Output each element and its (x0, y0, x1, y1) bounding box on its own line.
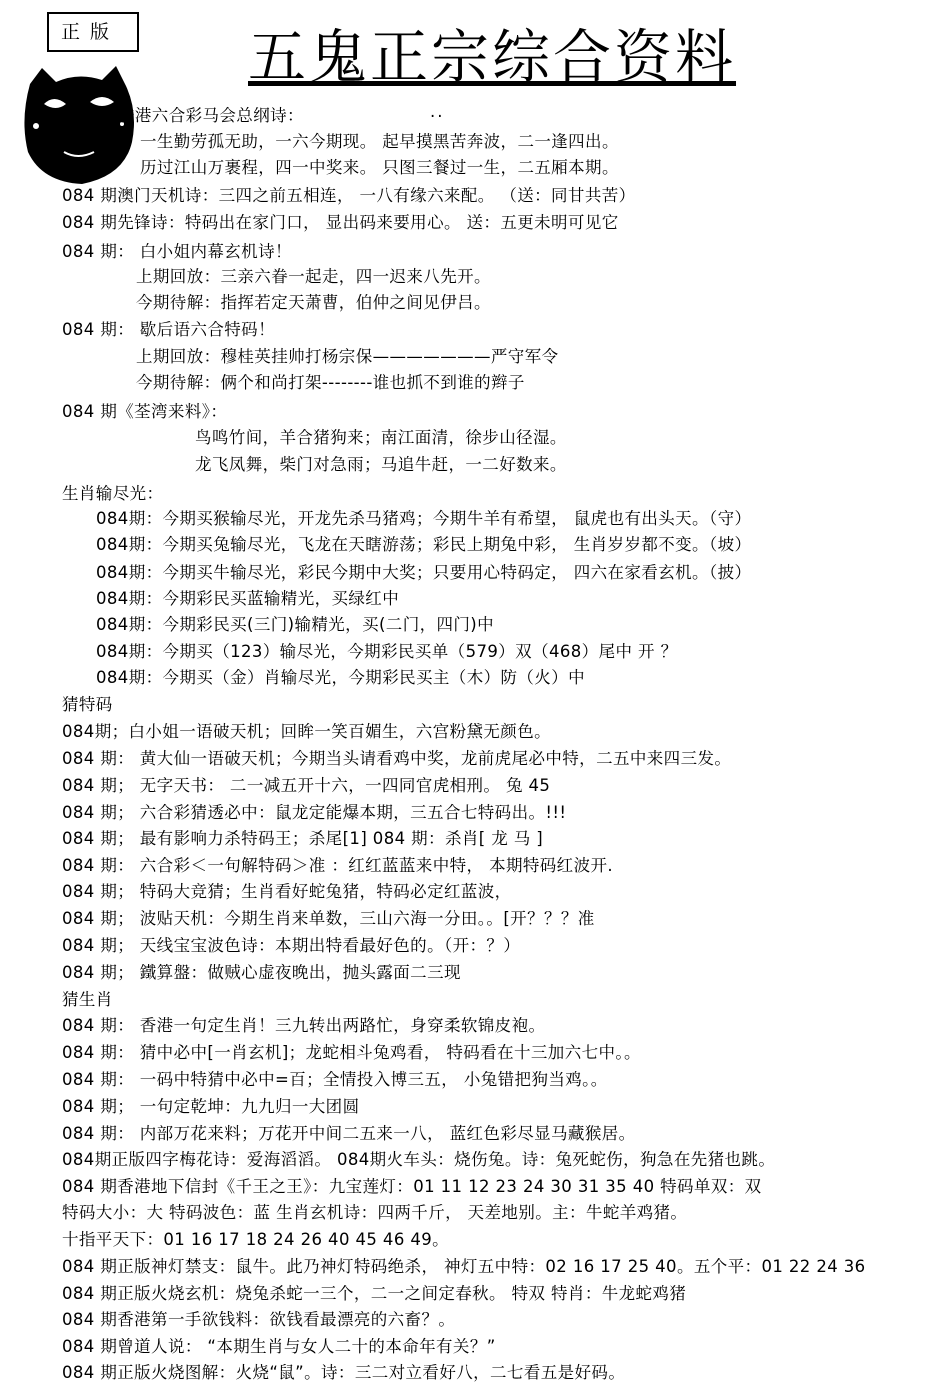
text-line: 鸟鸣竹间，羊合猪狗来；南江面清，徐步山径湿。 (195, 428, 567, 447)
poem-line: 一生勤劳孤无助，一六今期现。 起早摸黑苦奔波，二一逢四出。 (140, 132, 619, 151)
text-line: 084 期正版火烧图解：火烧“鼠”。诗：三二对立看好八，二七看五是好码。 (62, 1363, 626, 1382)
text-line: 上期回放：三亲六眷一起走，四一迟来八先开。 (136, 267, 491, 286)
text-line: 084期：今期买（123）输尽光，今期彩民买单（579）双（468）尾中 开 ？ (96, 642, 678, 661)
text-line: 084 期： 歇后语六合特码！ (62, 320, 275, 339)
edition-badge: 正 版 (47, 12, 139, 52)
text-line: 084 期； 特码大竞猜；生肖看好蛇兔猪，特码必定红蓝波， (62, 882, 512, 901)
poem-heading: 香港六合彩马会总纲诗： (118, 106, 304, 125)
text-line: 084期：今期彩民买(三门)输精光，买(二门，四门)中 (96, 615, 495, 634)
text-line: 084 期香港地下信封《千王之王》：九宝莲灯：01 11 12 23 24 30 31 35 40 特码单双：双 (62, 1177, 762, 1196)
text-line: 084期：今期买牛输尽光，彩民今期中大奖；只要用心特码定， 四六在家看玄机。（披） (96, 563, 752, 582)
poem-line: 历过江山万裹程，四一中奖来。 只图三餐过一生，二五厢本期。 (140, 158, 619, 177)
text-line: 084期：今期买（金）肖输尽光，今期彩民买主（木）防（火）中 (96, 668, 585, 687)
text-line: 084 期： 黄大仙一语破天机；今期当头请看鸡中奖，龙前虎尾必中特，二五中来四三发。 (62, 749, 732, 768)
text-line: 084期：今期买兔输尽光，飞龙在天瞎游荡；彩民上期兔中彩， 生肖岁岁都不变。（坡） (96, 535, 752, 554)
section-heading: 猜特码 (62, 695, 113, 714)
text-line: 特码大小：大 特码波色：蓝 生肖玄机诗：四两千斤， 天差地别。主：牛蛇羊鸡猪。 (62, 1203, 688, 1222)
text-line: 084期：今期彩民买蓝输精光，买绿红中 (96, 589, 400, 608)
text-line: 084 期： 内部万花来料；万花开中间二五来一八， 蓝红色彩尽显马藏猴居。 (62, 1124, 636, 1143)
text-line: 084 期： 猜中必中[一肖玄机]；龙蛇相斗兔鸡看， 特码看在十三加六七中。。 (62, 1043, 641, 1062)
text-line: 084 期正版火烧玄机：烧兔杀蛇一三个，二一之间定春秋。 特双 特肖：牛龙蛇鸡猪 (62, 1284, 687, 1303)
page-title: 五鬼正宗综合资料 (248, 23, 737, 91)
text-line: 084 期先锋诗：特码出在家门口， 显出码来要用心。 送：五更未明可见它 (62, 213, 619, 232)
text-line: 084 期曾道人说： “本期生肖与女人二十的本命年有关？” (62, 1337, 496, 1356)
text-line: 084 期： 一码中特猜中必中=百；全情投入博三五， 小兔错把狗当鸡。。 (62, 1070, 608, 1089)
text-line: 十指平天下：01 16 17 18 24 26 40 45 46 49。 (62, 1230, 450, 1249)
text-line: 084 期： 白小姐内幕玄机诗！ (62, 242, 292, 261)
text-line: 今期待解：指挥若定天萧曹，伯仲之间见伊吕。 (136, 293, 491, 312)
text-line: 084期；白小姐一语破天机；回眸一笑百媚生，六宫粉黛无颜色。 (62, 722, 551, 741)
text-line: 084 期香港第一手欲钱料：欲钱看最漂亮的六畜？。 (62, 1310, 456, 1329)
section-heading: 猜生肖 (62, 990, 113, 1009)
text-line: 084 期； 一句定乾坤：九九归一大团圆 (62, 1097, 360, 1116)
section-heading: 生肖输尽光： (62, 484, 164, 503)
text-line: 今期待解：俩个和尚打架--------谁也抓不到谁的辫子 (136, 373, 525, 392)
text-line: 龙飞凤舞，柴门对急雨；马追牛赶，一二好数来。 (195, 455, 567, 474)
text-line: 084 期： 六合彩＜一句解特码＞准 ：红红蓝蓝来中特， 本期特码红波开. (62, 856, 614, 875)
text-line: 084 期； 无字天书： 二一减五开十六，一四同官虎相刑。 兔 45 (62, 776, 551, 795)
text-line: 084 期； 六合彩猜透必中：鼠龙定能爆本期，三五合七特码出。!!! (62, 803, 567, 822)
text-line: 084 期正版神灯禁支：鼠牛。此乃神灯特码绝杀， 神灯五中特：02 16 17 25 40。五个平：01 22 24 36 (62, 1257, 866, 1276)
text-line: 084 期《荃湾来料》： (62, 402, 228, 421)
text-line: 084期：今期买猴输尽光，开龙先杀马猪鸡；今期牛羊有希望， 鼠虎也有出头天。（守） (96, 509, 752, 528)
text-line: 084 期澳门天机诗：三四之前五相连， 一八有缘六来配。 （送：同甘共苦） (62, 186, 636, 205)
text-line: 上期回放：穆桂英挂帅打杨宗保———————严守军令 (136, 347, 559, 366)
text-line: 084 期； 最有影响力杀特码王；杀尾[1] 084 期：杀肖[ 龙 马 ] (62, 829, 544, 848)
text-line: 084 期； 波贴天机：今期生肖来单数，三山六海一分田。。[开？？？准 (62, 909, 595, 928)
stray-dots: .. (430, 102, 445, 121)
text-line: 084 期； 天线宝宝波色诗：本期出特看最好色的。（开：？） (62, 936, 521, 955)
text-line: 084 期； 鐵算盤：做贼心虚夜晚出，抛头露面二三现 (62, 963, 461, 982)
text-line: 084期正版四字梅花诗：爱海滔滔。 084期火车头：烧伤兔。诗：兔死蛇伤，狗急在先猪也跳。 (62, 1150, 776, 1169)
text-line: 084 期： 香港一句定生肖！三九转出两路忙，身穿柔软锦皮袍。 (62, 1016, 546, 1035)
